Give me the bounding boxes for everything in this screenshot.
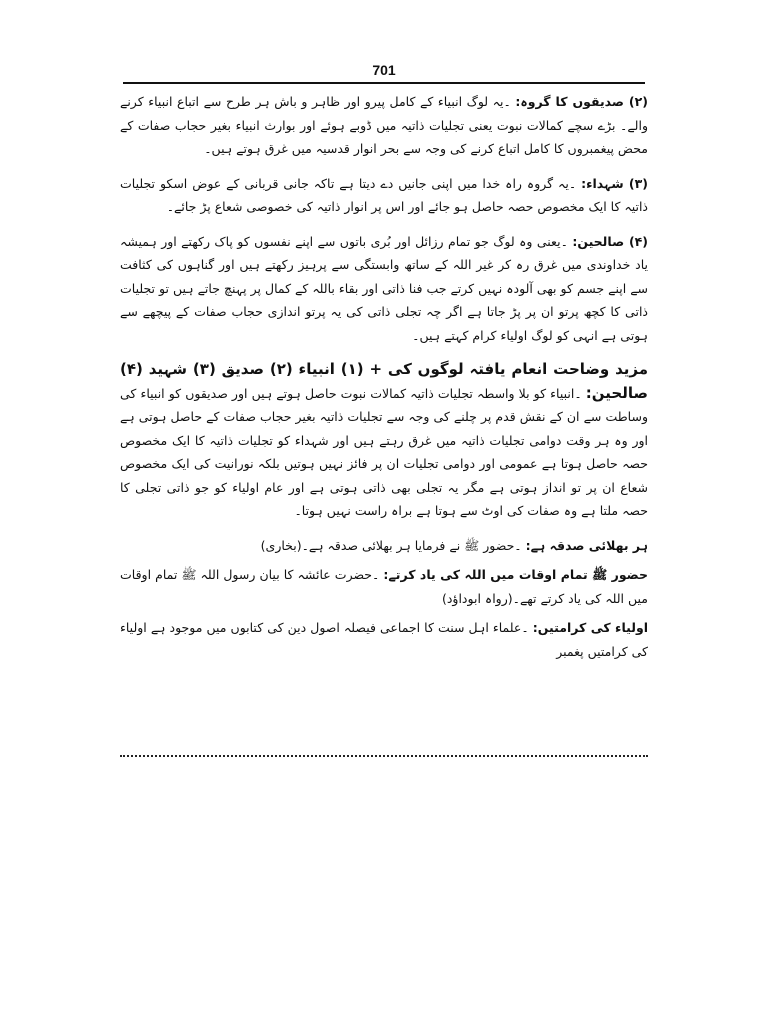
paragraph-text: ۔یہ لوگ انبیاء کے کامل پیرو اور ظاہر و باش ہر طرح سے اتباع انبیاء کرنے والے۔ بڑے سچے کمالات نبوت یعنی تجلیات ذاتیہ میں ڈوبے ہوئے اور بوارث انبیاء بغیر حجاب صفات کے محض پیغمبروں کا کامل اتباع کرنے کی وجہ سے بحر انوار قدسیہ میں غرق ہوتے ہیں۔ xyxy=(120,94,648,156)
paragraph-further-explanation xyxy=(120,358,648,523)
paragraph-sadaqah xyxy=(120,534,648,558)
paragraph-text: ۔حضرت عائشہ کا بیان رسول اللہ ﷺ تمام اوقات میں اللہ کی یاد کرتے تھے۔(رواہ ابوداؤد) xyxy=(120,567,648,606)
paragraph-heading: (۳) شہداء: xyxy=(581,175,649,191)
paragraph-text: ۔یعنی وہ لوگ جو تمام رزائل اور بُری باتوں سے اپنے نفسوں کو پاک رکھتے اور ہمیشہ یاد خداوندی میں غرق رہ کر غیر اللہ کے ساتھ وابستگی سے پرہیز رکھتے ہیں اور گناہوں کی کثافت سے اپنے جسم کو بھی آلودہ نہیں کرتے جب فنا ذاتی اور بقاء باللہ کے کمال پر پہنچ جاتے ہیں تو تجلیات ذاتی کا کچھ پرتو ان پر پڑ جاتا ہے اگر چہ تجلی ذاتی کی یہ پرتو اندازی حجاب صفات کے پیچھے سے ہوتی ہے انہی کو لوگ اولیاء کرام کہتے ہیں۔ xyxy=(120,233,648,343)
page-body xyxy=(120,90,648,674)
paragraph-text: ۔انبیاء کو بلا واسطہ تجلیات ذاتیہ کمالات نبوت حاصل ہوتے ہیں اور صدیقوں کو انبیاء کی وساطت سے ان کے نقش قدم پر چلنے کی وجہ سے تجلیات ذاتیہ بغیر حجاب صفات کے حاصل ہوتی ہے اور وہ ہر وقت دوامی تجلیات ذاتیہ میں غرق رہتے ہیں اور شہداء کو تجلیات ذاتیہ کا ایک مخصوص حصہ حاصل ہوتا ہے عمومی اور دوامی تجلیات ان پر فائز نہیں ہوتیں بلکہ نورانیت کی ایک مخصوص شعاع ان پر تو انداز ہوتی ہے مگر یہ تجلی بھی ذاتی ہوتی ہے اور عام اولیاء کو جو ذاتی تجلی کا حصہ ملتا ہے وہ صفات کی اوٹ سے ہوتا ہے براہ راست نہیں ہوتا۔ xyxy=(120,385,648,518)
paragraph-heading: ہر بھلائی صدقہ ہے: xyxy=(525,537,648,553)
header-divider xyxy=(123,82,645,84)
paragraph-remembrance xyxy=(120,563,648,610)
paragraph-heading: (۲) صدیقوں کا گروہ: xyxy=(515,94,648,109)
paragraph-siddiqin xyxy=(120,90,648,161)
paragraph-karamat xyxy=(120,616,648,663)
paragraph-text: ۔علماء اہل سنت کا اجماعی فیصلہ اصول دین کی کتابوں میں موجود ہے اولیاء کی کرامتیں پغمبر xyxy=(120,620,648,659)
paragraph-text: ۔یہ گروہ راہ خدا میں اپنی جانیں دے دیتا ہے تاکہ جانی قربانی کے عوض اسکو تجلیات ذاتیہ کا ایک مخصوص حصہ حاصل ہو جائے اور اس پر انوار ذاتیہ کی خصوصی شعاع پڑ جائے۔ xyxy=(120,175,648,214)
paragraph-shuhada xyxy=(120,172,648,219)
footer-dotted-divider xyxy=(120,755,648,757)
paragraph-heading: (۴) صالحین: xyxy=(572,233,649,249)
page-number: 701 xyxy=(372,62,396,78)
paragraph-text: ۔حضور ﷺ نے فرمایا ہر بھلائی صدقہ ہے۔(بخاری) xyxy=(260,537,522,553)
paragraph-heading: اولیاء کی کرامتیں: xyxy=(532,620,648,635)
paragraph-heading: مزید وضاحت انعام یافتہ لوگوں کی + (۱) انبیاء (۲) صدیق (۳) شہید (۴) صالحین: xyxy=(120,360,649,402)
paragraph-salihin xyxy=(120,230,648,348)
paragraph-heading: حضور ﷺ تمام اوقات میں اللہ کی یاد کرتے: xyxy=(383,567,648,582)
